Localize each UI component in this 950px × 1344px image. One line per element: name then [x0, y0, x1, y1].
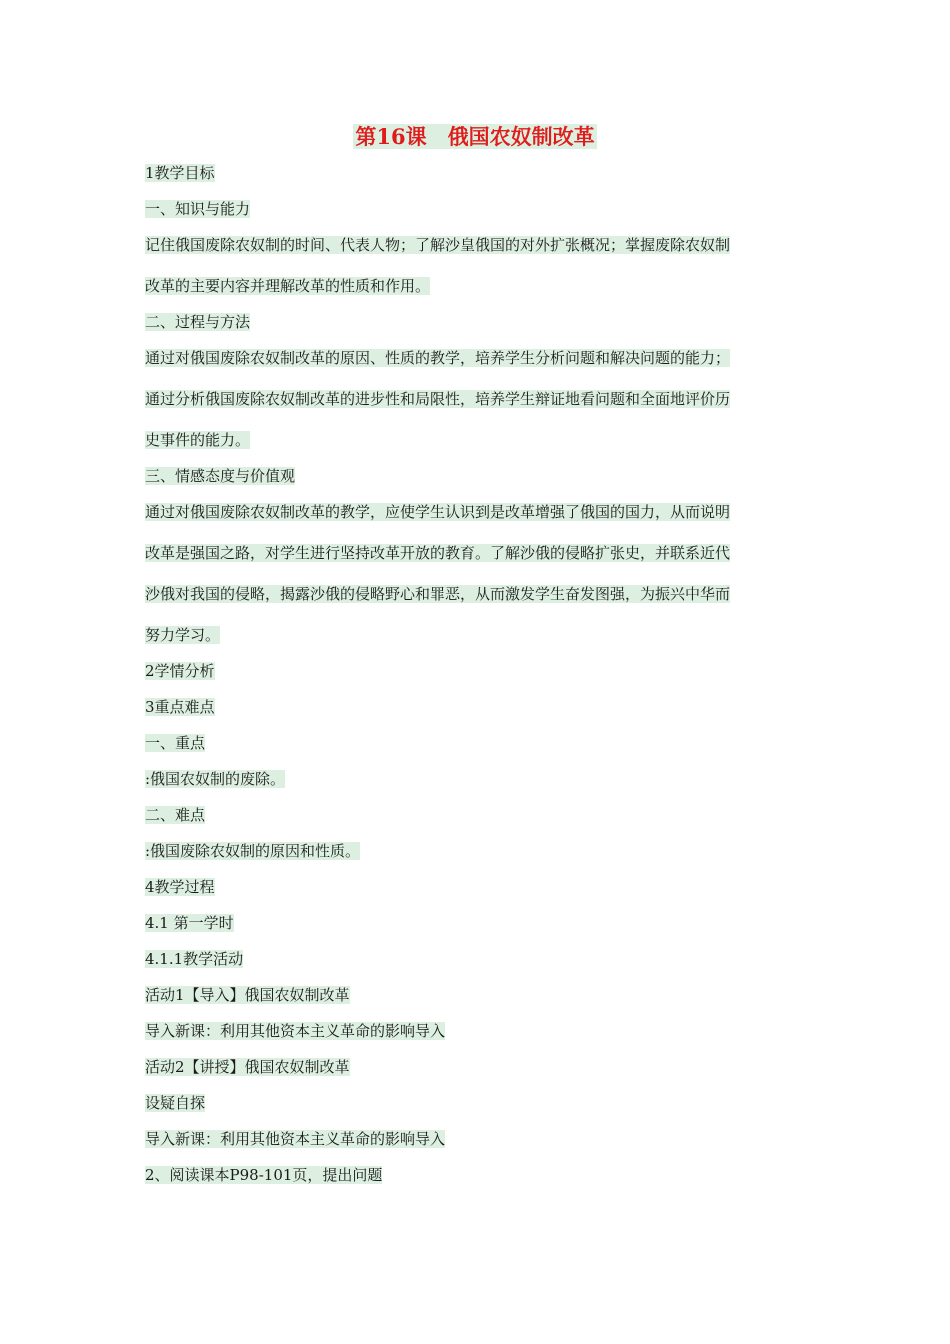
text-line — [145, 311, 250, 333]
text-line — [145, 984, 350, 1006]
text-line — [145, 501, 730, 523]
text-line — [145, 583, 730, 605]
text-line-content: 二、过程与方法 — [145, 313, 251, 331]
text-line-content: 3重点难点 — [145, 698, 215, 716]
text-line — [145, 912, 234, 934]
text-line-content: 1教学目标 — [145, 164, 215, 182]
text-line-content: 记住俄国废除农奴制的时间、代表人物；了解沙皇俄国的对外扩张概况；掌握废除农奴制 — [145, 236, 731, 254]
text-line-content: 4.1 第一学时 — [145, 914, 234, 932]
text-line-content: 2、阅读课本P98-101页，提出问题 — [145, 1166, 383, 1184]
text-line-content: 导入新课：利用其他资本主义革命的影响导入 — [145, 1022, 446, 1040]
text-line-content: 三、情感态度与价值观 — [145, 467, 296, 485]
text-line-content: 改革的主要内容并理解改革的性质和作用。 — [145, 277, 431, 295]
document-title-text: 第16课 俄国农奴制改革 — [355, 124, 595, 149]
text-line — [145, 429, 250, 451]
text-line-content: 努力学习。 — [145, 626, 221, 644]
text-line — [145, 804, 205, 826]
text-line — [145, 1092, 205, 1114]
text-line — [145, 660, 215, 682]
text-line — [145, 347, 730, 369]
text-line-content: 二、难点 — [145, 806, 206, 824]
text-line — [145, 542, 730, 564]
text-line — [145, 876, 215, 898]
text-line — [145, 388, 730, 410]
text-line — [145, 465, 295, 487]
text-line-content: 一、知识与能力 — [145, 200, 251, 218]
text-line — [145, 1056, 350, 1078]
text-line-content: 改革是强国之路，对学生进行坚持改革开放的教育。了解沙俄的侵略扩张史，并联系近代 — [145, 544, 731, 562]
text-line-content: 史事件的能力。 — [145, 431, 251, 449]
text-line — [145, 162, 215, 184]
text-line-content: :俄国农奴制的废除。 — [145, 770, 286, 788]
text-line-content: 活动2【讲授】俄国农奴制改革 — [145, 1058, 350, 1076]
text-line — [145, 732, 205, 754]
text-line — [145, 696, 215, 718]
text-line-content: 4教学过程 — [145, 878, 215, 896]
text-line — [145, 840, 360, 862]
text-line-content: 通过对俄国废除农奴制改革的原因、性质的教学，培养学生分析问题和解决问题的能力； — [145, 349, 731, 367]
text-line-content: 活动1【导入】俄国农奴制改革 — [145, 986, 350, 1004]
text-line-content: 一、重点 — [145, 734, 206, 752]
text-line — [145, 234, 730, 256]
text-line — [145, 768, 285, 790]
text-line — [145, 198, 250, 220]
text-line — [145, 948, 243, 970]
text-line — [145, 1128, 445, 1150]
text-line-content: 导入新课：利用其他资本主义革命的影响导入 — [145, 1130, 446, 1148]
text-line-content: 沙俄对我国的侵略，揭露沙俄的侵略野心和罪恶，从而激发学生奋发图强，为振兴中华而 — [145, 585, 731, 603]
text-line — [145, 624, 220, 646]
text-line-content: :俄国废除农奴制的原因和性质。 — [145, 842, 361, 860]
text-line-content: 通过对俄国废除农奴制改革的教学，应使学生认识到是改革增强了俄国的国力，从而说明 — [145, 503, 731, 521]
text-line-content: 设疑自探 — [145, 1094, 206, 1112]
text-line — [145, 275, 430, 297]
text-line-content: 通过分析俄国废除农奴制改革的进步性和局限性，培养学生辩证地看问题和全面地评价历 — [145, 390, 731, 408]
text-line — [145, 1164, 382, 1186]
text-line-content: 4.1.1教学活动 — [145, 950, 244, 968]
text-line-content: 2学情分析 — [145, 662, 215, 680]
text-line — [145, 1020, 445, 1042]
document-title — [0, 122, 950, 152]
